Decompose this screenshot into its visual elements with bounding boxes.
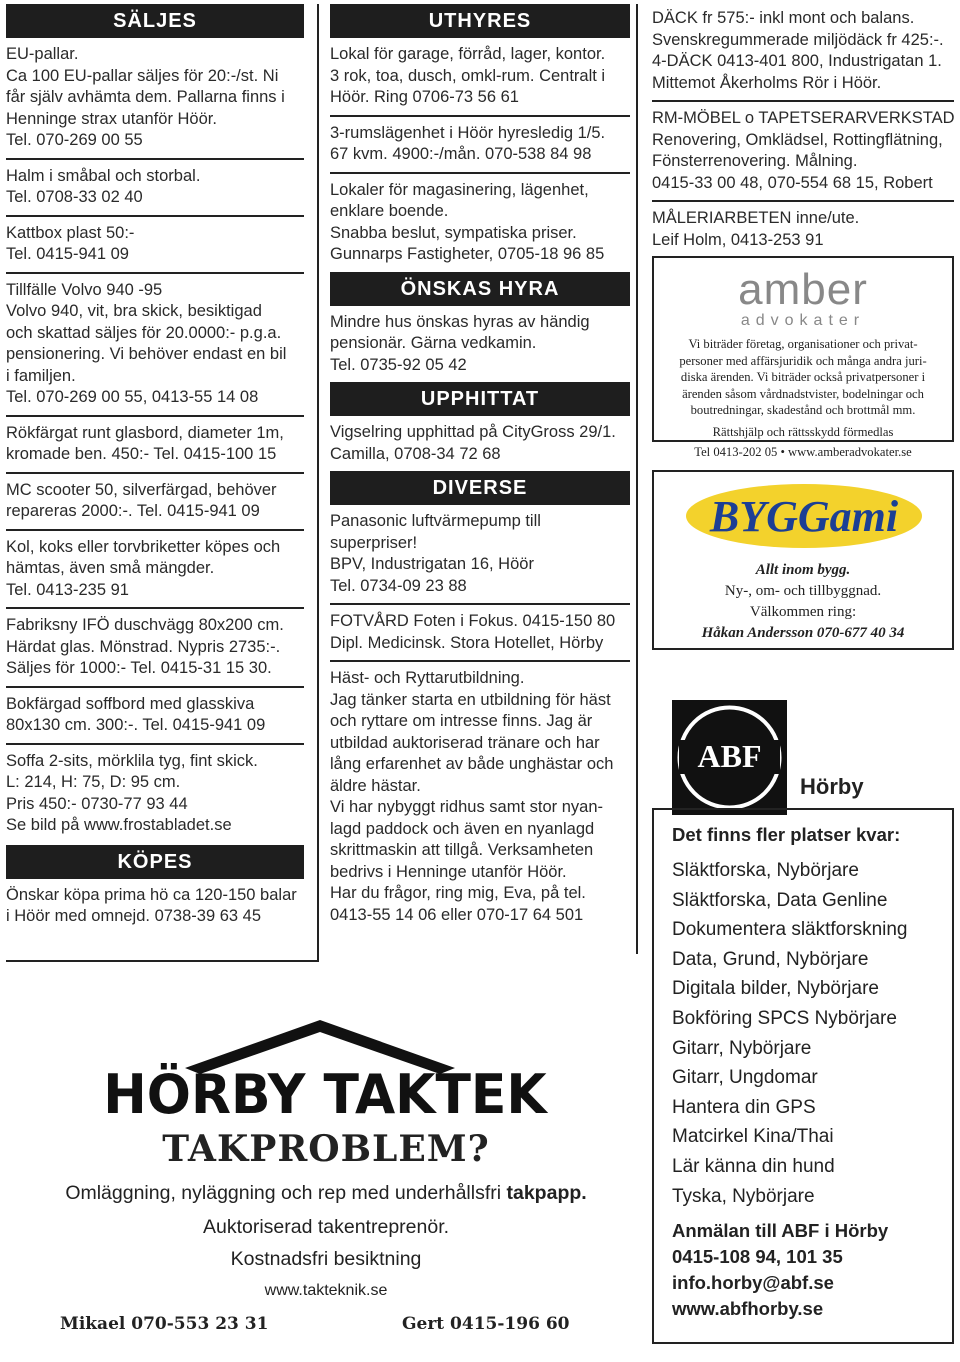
ad-line: i Höör med omnejd. 0738-39 63 45 (6, 907, 261, 925)
taktek-line2: Auktoriserad takentreprenör. (202, 1216, 450, 1238)
classified-ad (6, 688, 304, 743)
ad-line: 0415-33 00 48, 070-554 68 15, Robert (652, 173, 933, 192)
classified-ad (330, 505, 630, 603)
ad-line: 3-rumslägenhet i Höör hyresledig 1/5. (330, 123, 606, 142)
classified-ad (330, 662, 630, 932)
taktek-contact-left: Mikael 070-553 23 31 (60, 1314, 269, 1334)
classified-ad (6, 879, 304, 934)
column-divider-2 (636, 4, 638, 954)
ad-line: utbildad auktoriserad tränare och har (330, 733, 600, 752)
ad-line: Tel. 070-269 00 55, 0413-55 14 08 (6, 388, 259, 406)
ad-line: repareras 2000:-. Tel. 0415-941 09 (6, 502, 260, 520)
diverse-ads (330, 505, 630, 932)
abf-contact (672, 1218, 888, 1322)
header-upphittat: UPPHITTAT (330, 382, 630, 416)
ad-line: Härdat glas. Mönstrad. Nypris 2735:-. (6, 637, 281, 656)
classified-ad (6, 417, 304, 472)
taktek-line1-wrap (20, 1182, 632, 1205)
ad-line: Mindre hus önskas hyras av händig (330, 312, 590, 331)
abf-course: Dokumentera släktforskning (672, 919, 908, 941)
ad-line: Volvo 940, vit, bra skick, besiktigad (6, 302, 262, 320)
amber-contact: Tel 0413-202 05 • www.amberadvokater.se (694, 444, 912, 459)
saljes-ads (6, 38, 304, 843)
ad-line: FOTVÅRD Foten i Fokus. 0415-150 80 (330, 612, 616, 630)
ad-line: RM-MÖBEL o TAPETSERARVERKSTAD (652, 109, 955, 127)
ad-line: Pris 450:- 0730-77 93 44 (6, 794, 188, 813)
abf-course: Gitarr, Nybörjare (672, 1037, 812, 1059)
ad-line: Rökfärgat runt glasbord, diameter 1m, (6, 423, 284, 442)
abf-logo-text: ABF (697, 738, 762, 774)
upphittat-ads (330, 416, 630, 471)
ad-line: Bokfärgad soffbord med glasskiva (6, 694, 255, 713)
ad-line: Häst- och Ryttarutbildning. (330, 669, 525, 687)
classified-ad (330, 416, 630, 471)
ad-line: Fabriksny IFÖ duschvägg 80x200 cm. (6, 616, 284, 634)
ad-line: Se bild på www.frostabladet.se (6, 816, 232, 834)
ad-line: och ryttare om intresse finns. Jag är (330, 712, 593, 730)
ad-line: Vi har nybyggt ridhus samt stor nyan- (330, 798, 603, 816)
abf-course: Matcirkel Kina/Thai (672, 1126, 834, 1148)
taktek-line1: Omläggning, nyläggning och rep med underhållsfri (65, 1182, 502, 1204)
abf-course: Gitarr, Ungdomar (672, 1067, 818, 1089)
ad-line: Tel. 0735-92 05 42 (330, 355, 467, 374)
byggami-logo (684, 482, 924, 550)
abf-town: Hörby (800, 774, 864, 799)
amber-body-line: personer med affärsjuridik och många andra juri- (679, 353, 927, 368)
column-right (640, 0, 960, 257)
classified-ad (330, 117, 630, 172)
ad-line: Säljes för 1000:- Tel. 0415-31 15 30. (6, 659, 272, 677)
amber-body-line: Vi biträder företag, organisationer och privat- (688, 337, 918, 351)
byggami-line1: Allt inom bygg. (755, 562, 851, 578)
onskas-hyra-ads (330, 306, 630, 383)
ad-line: DÄCK fr 575:- inkl mont och balans. (652, 9, 915, 27)
ad-line: BPV, Industrigatan 16, Höör (330, 555, 534, 573)
byggami-ad (652, 470, 954, 650)
classified-ad (6, 474, 304, 529)
abf-headline: Det finns fler platser kvar: (672, 824, 901, 845)
abf-contact-line: info.horby@abf.se (672, 1272, 834, 1293)
classified-ad (330, 38, 630, 115)
ad-line: kromade ben. 450:- Tel. 0415-100 15 (6, 445, 277, 463)
ad-line: Soffa 2-sits, mörklila tyg, fint skick. (6, 751, 258, 770)
classified-ad (6, 38, 304, 158)
ad-line: skrittmaskin att tillgå. Verksamheten (330, 841, 594, 859)
ad-line: pensionering. Vi behöver endast en bil (6, 345, 287, 363)
ad-line: L: 214, H: 75, D: 95 cm. (6, 773, 181, 791)
ad-line: enklare boende. (330, 202, 449, 220)
ad-line: Tel. 0413-235 91 (6, 580, 129, 599)
abf-course: Bokföring SPCS Nybörjare (672, 1007, 897, 1029)
ad-line: Jag tänker starta en utbildning för häst (330, 690, 611, 709)
ad-line: Tel. 0734-09 23 88 (330, 576, 467, 595)
ad-line: Kol, koks eller torvbriketter köpes och (6, 537, 281, 556)
uthyres-ads (330, 38, 630, 272)
classified-ad (330, 605, 630, 660)
ad-line: superpriser! (330, 533, 418, 552)
header-uthyres: UTHYRES (330, 4, 630, 38)
column-bottom-rule (6, 960, 318, 962)
ad-line: 3 rok, toa, dusch, omkl-rum. Centralt i (330, 66, 606, 85)
taktek-contact-right: Gert 0415-196 60 (402, 1314, 570, 1334)
classified-ad (6, 274, 304, 415)
column-uthyres-diverse (320, 0, 632, 932)
classified-ad (6, 745, 304, 843)
byggami-line2: Ny-, om- och tillbyggnad. (724, 583, 882, 599)
ad-line: Dipl. Medicinsk. Stora Hotellet, Hörby (330, 633, 604, 652)
classified-ad (652, 2, 954, 100)
abf-course: Släktforska, Nybörjare (672, 860, 859, 881)
ad-line: 80x130 cm. 300:-. Tel. 0415-941 09 (6, 716, 266, 734)
kopes-ads (6, 879, 304, 934)
amber-body-line: boutredningar, skadestånd och brottmål mm. (690, 403, 916, 417)
ad-line: lång erfarenhet av både unghästar och (330, 755, 614, 773)
taktek-line3: Kostnadsfri besiktning (230, 1248, 422, 1270)
ad-line: hämtas, även små mängder. (6, 559, 215, 577)
amber-sub: advokater (740, 312, 866, 329)
abf-logo-svg (672, 700, 787, 815)
ad-line: i familjen. (6, 366, 76, 385)
abf-course: Data, Grund, Nybörjare (672, 948, 869, 970)
abf-contact-line: www.abfhorby.se (672, 1298, 824, 1319)
ad-line: Ca 100 EU-pallar säljes för 20:-/st. Ni (6, 66, 279, 85)
amber-logo: amber (738, 265, 868, 314)
classified-ad (6, 531, 304, 608)
header-saljes: SÄLJES (6, 4, 304, 38)
ad-line: Halm i småbal och storbal. (6, 166, 201, 185)
ad-line: Snabba beslut, sympatiska priser. (330, 223, 577, 242)
ad-line: Höör. Ring 0706-73 56 61 (330, 88, 519, 106)
ad-line: Kattbox plast 50:- (6, 223, 135, 242)
ad-line: Camilla, 0708-34 72 68 (330, 444, 501, 463)
classified-ad (6, 609, 304, 686)
ad-line: Lokal för garage, förråd, lager, kontor. (330, 45, 606, 63)
ad-line: Svenskregummerade miljödäck fr 425:-. (652, 30, 944, 49)
ad-line: och skattad säljes för 20.0000:- p.g.a. (6, 323, 282, 342)
amber-ad (652, 256, 954, 459)
taktek-logo-text: HÖRBY TAKTEK (103, 1062, 547, 1120)
header-diverse: DIVERSE (330, 471, 630, 505)
ad-line: Har du frågor, ring mig, Eva, på tel. (330, 884, 586, 902)
classified-ad (330, 174, 630, 272)
ad-line: EU-pallar. (6, 45, 79, 63)
ad-line: MC scooter 50, silverfärgad, behöver (6, 480, 277, 499)
classified-ad (652, 202, 954, 257)
header-kopes: KÖPES (6, 845, 304, 879)
ad-line: Henninge strax utanför Höör. (6, 109, 217, 128)
amber-tagline: Rättshjälp och rättsskydd förmedlas (712, 424, 894, 439)
ad-line: Fönsterrenovering. Målning. (652, 152, 858, 170)
ad-line: Renovering, Omklädsel, Rottingflätning, (652, 130, 943, 149)
abf-course: Släktforska, Data Genline (672, 889, 888, 911)
classified-ad (6, 217, 304, 272)
ad-line: 4-DÄCK 0413-401 800, Industrigatan 1. (652, 52, 942, 70)
right-top-ads (652, 0, 954, 257)
ad-line: 0413-55 14 06 eller 070-17 64 501 (330, 905, 584, 924)
classified-ad (652, 102, 954, 200)
abf-ad (652, 808, 954, 1344)
byggami-logo-text: BYGGami (709, 492, 899, 541)
ad-line: Mittemot Åkerholms Rör i Höör. (652, 73, 882, 92)
column-saljes-kopes (0, 0, 312, 934)
taktek-logo-svg (20, 1010, 632, 1120)
classified-ad (330, 306, 630, 383)
taktek-line1-bold: takpapp. (506, 1182, 587, 1204)
classified-ad (6, 160, 304, 215)
amber-body (654, 336, 952, 419)
abf-course: Hantera din GPS (672, 1096, 816, 1118)
ad-line: pensionär. Gärna vedkamin. (330, 334, 537, 352)
taktek-headline: TAKPROBLEM? (162, 1128, 490, 1170)
byggami-logo-svg (684, 482, 924, 550)
ad-line: får själv avhämta dem. Pallarna finns i (6, 88, 285, 106)
ad-line: MÅLERIARBETEN inne/ute. (652, 209, 860, 227)
ad-line: Vigselring upphittad på CityGross 29/1. (330, 423, 616, 441)
amber-body-line: diska ärenden. Vi biträder också privatpersoner i (680, 370, 926, 384)
byggami-line4: Håkan Andersson 070-677 40 34 (701, 625, 905, 641)
ad-line: äldre hästar. (330, 776, 421, 795)
ad-line: Önskar köpa prima hö ca 120-150 balar (6, 885, 297, 904)
ad-line: bedrivs i Henninge utanför Höör. (330, 862, 567, 881)
amber-body-line: ärenden såsom vårdnadstvister, bodelningar och (682, 386, 924, 401)
ad-line: Lokaler för magasinering, lägenhet, (330, 180, 589, 199)
column-divider (317, 4, 319, 962)
ad-line: Tillfälle Volvo 940 -95 (6, 280, 163, 299)
ad-line: Tel. 0415-941 09 (6, 245, 129, 263)
ad-line: Panasonic luftvärmepump till (330, 512, 541, 530)
header-onskas-hyra: ÖNSKAS HYRA (330, 272, 630, 306)
abf-contact-line: 0415-108 94, 101 35 (672, 1246, 843, 1267)
abf-contact-line: Anmälan till ABF i Hörby (672, 1220, 889, 1241)
ad-line: 67 kvm. 4900:-/mån. 070-538 84 98 (330, 145, 592, 163)
ad-line: Leif Holm, 0413-253 91 (652, 230, 824, 249)
ad-line: lagd paddock och även en nyanlagd (330, 819, 595, 838)
taktek-ad (20, 1010, 632, 1350)
abf-course: Lär känna din hund (672, 1155, 835, 1177)
ad-line: Gunnarps Fastigheter, 0705-18 96 85 (330, 245, 605, 263)
abf-course: Digitala bilder, Nybörjare (672, 978, 879, 1000)
abf-course: Tyska, Nybörjare (672, 1185, 815, 1207)
taktek-url: www.takteknik.se (264, 1282, 388, 1299)
abf-logo (672, 700, 787, 815)
ad-line: Tel. 0708-33 02 40 (6, 188, 143, 206)
abf-course-list (672, 856, 908, 1211)
ad-line: Tel. 070-269 00 55 (6, 131, 143, 149)
byggami-line3: Välkommen ring: (749, 604, 857, 620)
